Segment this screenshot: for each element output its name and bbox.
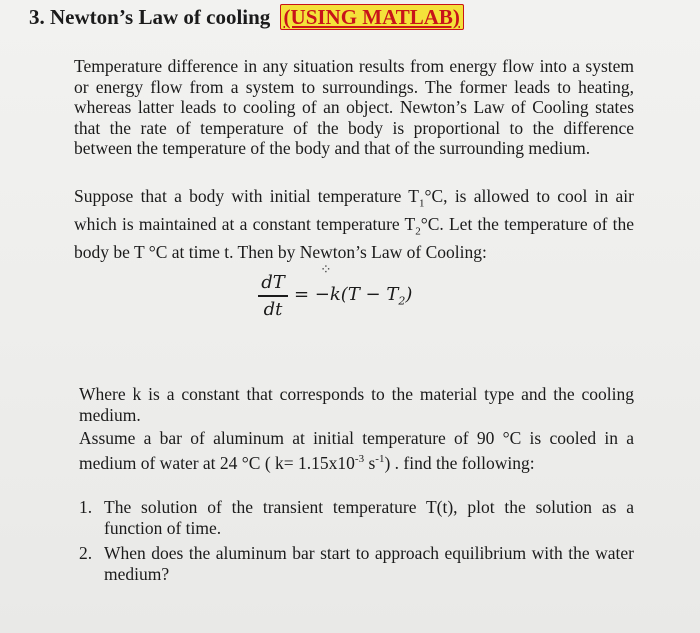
setup-text-b: °C, is allowed to cool in air which is maintained at a constant temperature T <box>74 186 634 234</box>
equation-rhs <box>294 284 412 308</box>
setup-text-a: Suppose that a body with initial temperature T <box>74 186 420 206</box>
question-number: 1. <box>79 497 93 517</box>
list-item <box>79 497 634 539</box>
exponent-1: -3 <box>354 452 365 465</box>
matlab-highlight: (USING MATLAB) <box>280 4 464 30</box>
problem-text-a: Assume a bar of aluminum at initial temperature of 90 °C is cooled in a medium of water at 24 °C ( k= 1.15x10 <box>79 428 634 473</box>
problem-text-b: s <box>364 452 376 473</box>
list-item <box>79 543 634 585</box>
problem-text-c: ) . find the following: <box>384 452 535 473</box>
question-text: The solution of the transient temperature T(t), plot the solution as a function of time. <box>104 497 634 538</box>
subscript-1: 1 <box>419 197 425 210</box>
intro-paragraph: Temperature difference in any situation results from energy flow into a system or energy flow from a system to surroundings. The former leads to heating, whereas latter leads to cooling of an object. Newton’s Law of Cooling states that the rate of temperature of the body is proportional to the difference between the temperature of the body and that of the surrounding medium. <box>74 56 634 158</box>
equation-numerator: dT <box>261 272 285 293</box>
equation-rhs-end: ) <box>405 283 413 305</box>
equation-denominator: dt <box>263 298 283 320</box>
subscript-2: 2 <box>415 225 421 238</box>
exponent-2: -1 <box>375 452 385 465</box>
section-heading <box>29 5 464 30</box>
cooling-equation <box>258 272 412 320</box>
question-list <box>79 497 634 589</box>
cursor-icon: ⁘ <box>320 263 332 278</box>
derivative-fraction <box>258 272 288 320</box>
equation-rhs-sub: 2 <box>398 294 406 308</box>
section-number: 3. <box>29 5 45 29</box>
fraction-bar <box>258 295 288 297</box>
question-text: When does the aluminum bar start to approach equilibrium with the water medium? <box>104 543 634 584</box>
setup-paragraph <box>74 186 634 263</box>
constant-paragraph: Where k is a constant that corresponds to the material type and the cooling medium. <box>79 384 634 425</box>
setup-text-c: °C. Let the temperature of the body be T °C at time t. Then by Newton’s Law of Cooling: <box>74 214 635 262</box>
equation-rhs-text: = −k(T − T <box>294 283 399 305</box>
problem-paragraph <box>79 428 634 473</box>
question-number: 2. <box>79 543 93 563</box>
section-title: Newton’s Law of cooling <box>50 5 271 29</box>
